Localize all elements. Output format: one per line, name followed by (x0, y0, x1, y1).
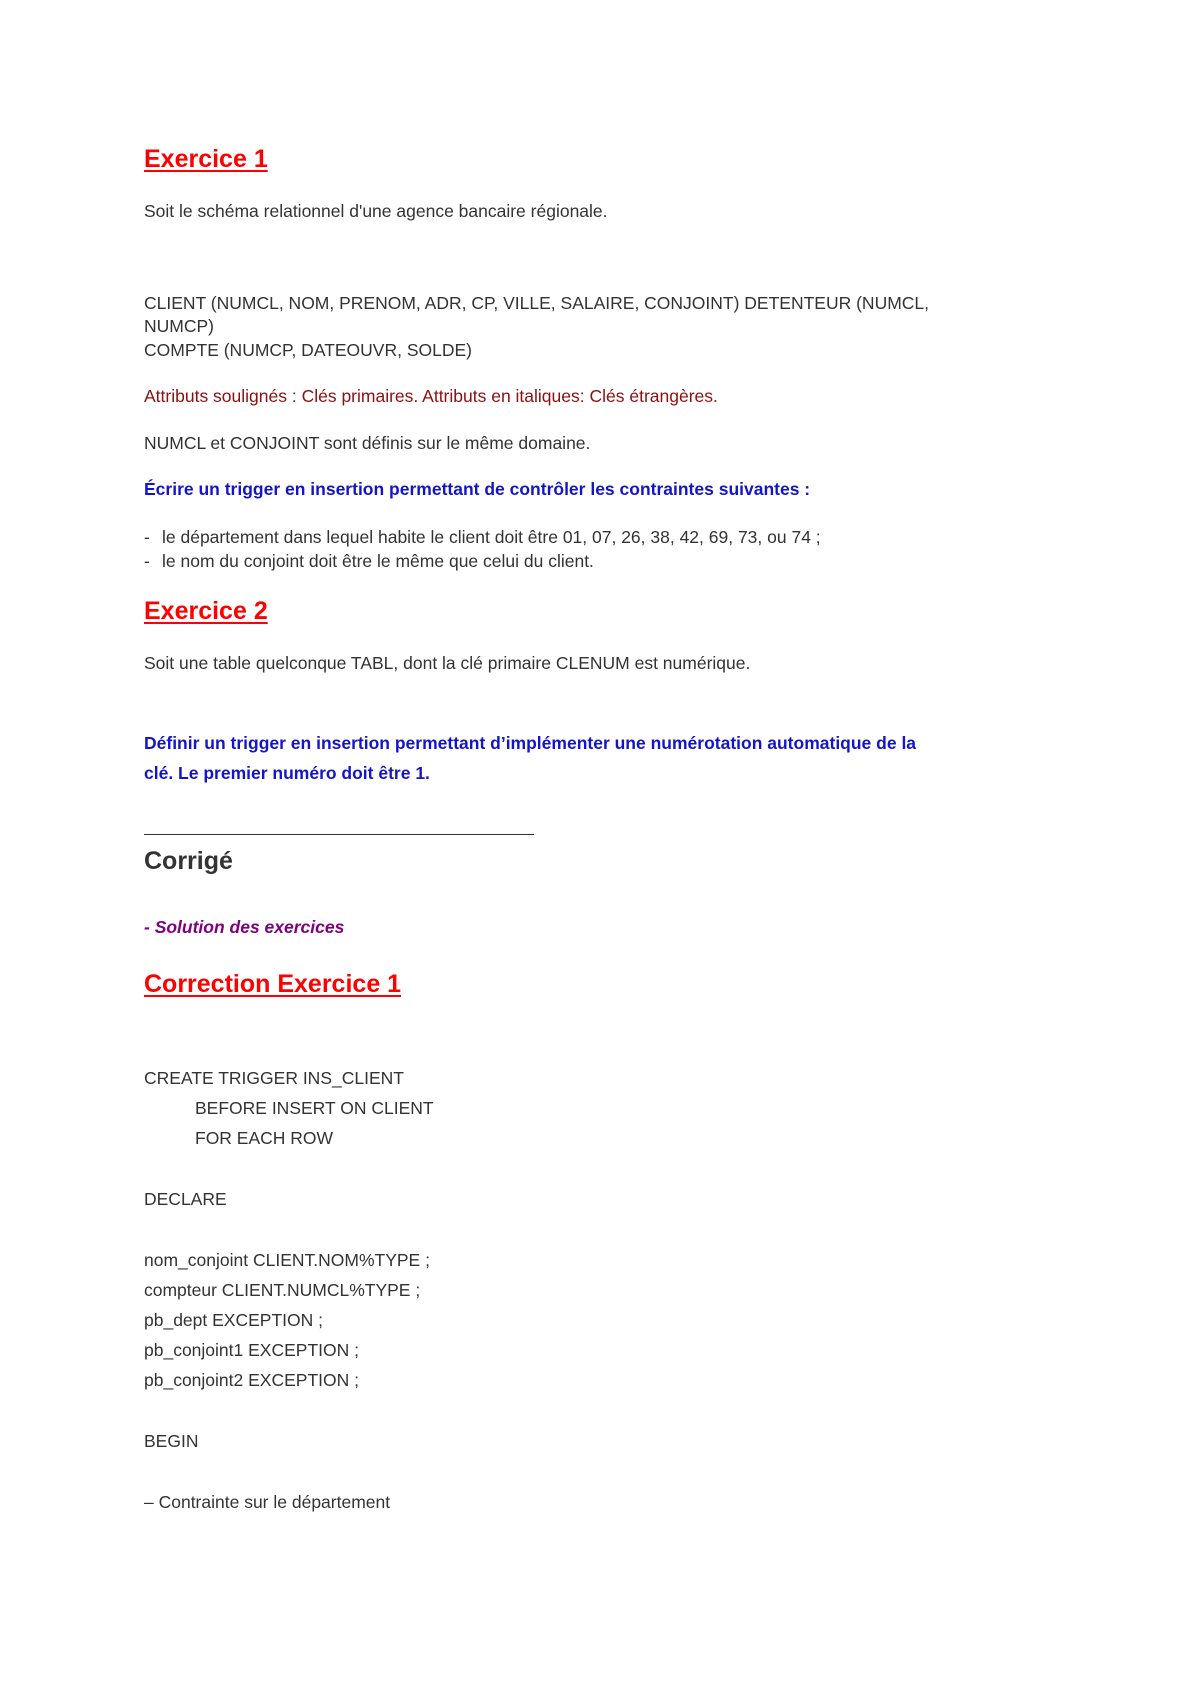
exercice-2-task-line-1: Définir un trigger en insertion permettant d’implémenter une numérotation automatique de la (144, 733, 917, 753)
attributes-legend: Attributs soulignés : Clés primaires. Attributs en italiques: Clés étrangères. (144, 386, 718, 406)
list-item (144, 549, 594, 573)
exercice-2-task-line-2: clé. Le premier numéro doit être 1. (144, 763, 430, 783)
code-comment: – Contrainte sur le département (144, 1492, 391, 1512)
exercice-2-intro: Soit une table quelconque TABL, dont la clé primaire CLENUM est numérique. (144, 653, 751, 673)
code-line: pb_conjoint1 EXCEPTION ; (144, 1340, 359, 1360)
code-line: BEFORE INSERT ON CLIENT (195, 1098, 434, 1118)
exercice-1-intro: Soit le schéma relationnel d'une agence bancaire régionale. (144, 201, 608, 221)
exercice-2-heading: Exercice 2 (144, 597, 268, 625)
schema-line-1: CLIENT (NUMCL, NOM, PRENOM, ADR, CP, VILLE, SALAIRE, CONJOINT) DETENTEUR (NUMCL, (144, 293, 930, 313)
code-line: BEGIN (144, 1431, 199, 1451)
code-line: nom_conjoint CLIENT.NOM%TYPE ; (144, 1250, 430, 1270)
correction-1-heading: Correction Exercice 1 (144, 970, 402, 998)
exercice-1-heading: Exercice 1 (144, 145, 268, 173)
code-line: pb_conjoint2 EXCEPTION ; (144, 1370, 359, 1390)
domain-note: NUMCL et CONJOINT sont définis sur le même domaine. (144, 433, 591, 453)
separator-line (144, 834, 534, 835)
list-marker: - (144, 527, 150, 547)
exercice-1-task: Écrire un trigger en insertion permettant de contrôler les contraintes suivantes : (144, 479, 811, 499)
code-line: pb_dept EXCEPTION ; (144, 1310, 323, 1330)
solution-subtitle: - Solution des exercices (144, 917, 345, 937)
code-line: DECLARE (144, 1189, 227, 1209)
code-line: compteur CLIENT.NUMCL%TYPE ; (144, 1280, 421, 1300)
code-line: FOR EACH ROW (195, 1128, 334, 1148)
list-marker: - (144, 551, 150, 571)
list-item (144, 525, 821, 549)
corrige-heading: Corrigé (144, 847, 233, 875)
schema-line-2: NUMCP) (144, 316, 214, 336)
schema-line-3: COMPTE (NUMCP, DATEOUVR, SOLDE) (144, 340, 472, 360)
constraint-text: le département dans lequel habite le client doit être 01, 07, 26, 38, 42, 69, 73, ou 74 ; (162, 527, 821, 547)
code-line: CREATE TRIGGER INS_CLIENT (144, 1068, 404, 1088)
constraint-text: le nom du conjoint doit être le même que celui du client. (162, 551, 594, 571)
